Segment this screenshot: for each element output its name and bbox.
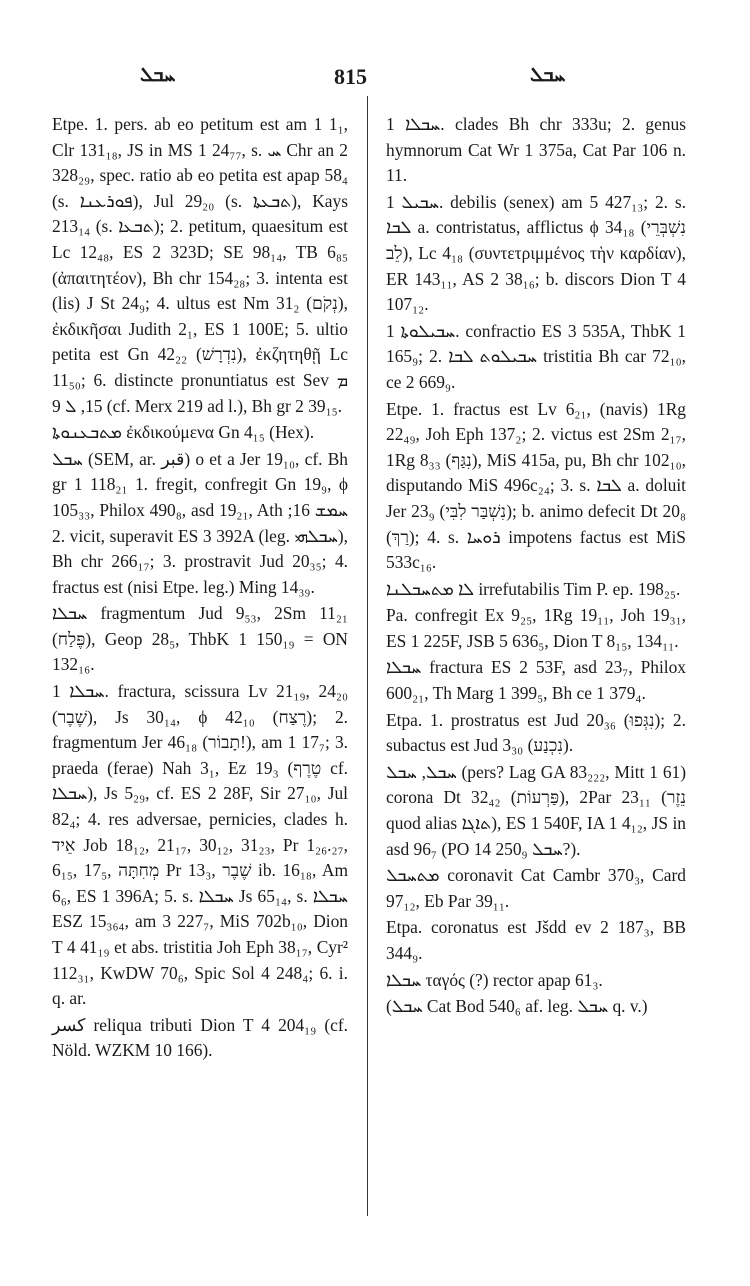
entry-etpa-prostratus: Etpa. 1. prostratus est Jud 20₃₆ (נִגְּפוּ); 2. subactus est Jud 3₃₀ (נִכְנַע). (386, 709, 686, 756)
entry-ekdikoumena: ܡܬܒܥܢܘܬܐ ἐκδικούμενα Gn 4₁₅ (Hex). (52, 422, 315, 443)
entry-fractura-scissura: ܚܒܠܐ 1. fractura, scissura Lv 21₁₉, 24₂₀ (שֶׁבֶר), Js 30₁₄, ϕ 42₁₀ (רֶצַח); 2. fragmentum Jer 46₁₈ (תָבוֹר!), am 1 17₇; 3. praeda (ferae) Nah 3₁, Ez 19₃ (טֶרֶף cf. ܚܒܠܐ), Js 5₂₉, cf. ES 2 28F, Sir 27₁₀, Jul 82₄; 4. res adversae, pernicies, clades h. אֵיד Job 18₁₂, 21₁₇, 30₁₂, 31₂₃, Pr 1₂₆.₂₇, 6₁₅, 17₅, מְחִתָּה Pr 13₃, שֶׁבֶר ib. 16₁₈, Am 6₆, ES 1 396A; 5. s. ܚܒܠܐ Js 65₁₄, s. ܚܒܠܐ ESZ 15₃₆₄, am 3 227₇, MiS 702b₁₀, Dion T 4 41₁₉ et abs. tristitia Joh Eph 38₁₇, Cyr² 112₃₁, KwDW 70₆, Spic Sol 4 248₄; 6. i. q. ar. (52, 681, 349, 1009)
entry-fractura: ܚܒܠܐ fractura ES 2 53F, asd 23₇, Philox 600₂₁, Th Marg 1 399₅, Bh ce 1 379₄. (386, 657, 686, 704)
right-column (386, 112, 686, 1021)
entry-fragmentum: ܚܒܠܐ fragmentum Jud 9₅₃, 2Sm 11₂₁ (פֶּלַח), Geop 28₅, ThbK 1 150₁₉ = ON 132₁₆. (52, 603, 348, 675)
page-header (60, 64, 710, 104)
entry-coronavit: ܡܬܚܒܠ coronavit Cat Cambr 370₃, Card 97₁₂, Eb Par 39₁₁. (386, 865, 686, 911)
entry-cat-bod: (ܚܒܠ Cat Bod 540₆ af. leg. ܚܒܠ q. v.) (386, 996, 648, 1017)
entry-corona: ܚܒܠ, ܚܒܠ (pers? Lag GA 83₂₂₂, Mitt 1 61) corona Dt 32₄₂ (פַּרְעוֹת), 2Par 23₁₁ (נֵזֶר quod alias ܬܐܓܐ), ES 1 540F, IA 1 4₁₂, JS in asd 96₇ (PO 14 250₉ ܚܒܠ?). (386, 761, 687, 859)
entry-irrefutabilis: ܠܐ ܡܬܚܒܠܢܐ irrefutabilis Tim P. ep. 198₂₅. (386, 578, 681, 599)
entry-etpa-coronatus: Etpa. coronatus est Jšdd ev 2 187₃, BB 344₉. (386, 917, 686, 963)
entry-pa-confregit: Pa. confregit Ex 9₂₅, 1Rg 19₁₁, Joh 19₃₁, ES 1 225F, JSB 5 636₅, Dion T 8₁₅, 134₁₁. (386, 605, 686, 651)
header-catchword-right: ܚܒܠ (530, 64, 566, 86)
entry-debilis: ܚܒܝܠ 1. debilis (senex) am 5 427₁₃; 2. s. ܠܒܐ a. contristatus, afflictus ϕ 34₁₈ (נִשְׁבְּרֵי לֵב), Lc 4₁₈ (συντετριμμένος τὴν καρδίαν), ER 143₁₁, AS 2 38₁₆; b. discors Dion T 4 107₁₂. (386, 191, 686, 315)
left-column (52, 112, 348, 1065)
entry-tagos: ܚܒܠܐ ταγός (?) rector apap 61₃. (386, 969, 603, 990)
page-number: 815 (334, 64, 367, 89)
column-divider (367, 96, 368, 1216)
entry-etpe-fractus: Etpe. 1. fractus est Lv 6₂₁, (navis) 1Rg 22₄₉, Joh Eph 137₂; 2. victus est 2Sm 2₁₇, 1Rg 8₃₃ (נִגַּף), MiS 415a, pu, Bh chr 102₁₀, disputando MiS 496c₂₄; 3. s. ܠܒܐ a. doluit Jer 23₉ (נִשְׁבַּר לִבִּי); b. animo defecit Dt 20₈ (רַךְ); 4. s. ܪܘܚܐ impotens factus est MiS 533c₁₆. (386, 398, 687, 573)
entry-confractio: ܚܒܝܠܘܬܐ 1. confractio ES 3 535A, ThbK 1 165₉; 2. ܚܒܝܠܘܬ ܠܒܐ tristitia Bh car 72₁₀, ce 2 669₉. (386, 320, 686, 392)
entry-etpe-petitum: Etpe. 1. pers. ab eo petitum est am 1 1₁, Clr 131₁₈, JS in MS 1 24₇₇, s. ܚ Chr an 2 328₂₉, spec. ratio ab eo petita est apap 58₄ (s. ܦܘܪܥܢܐ), Jul 29₂₀ (s. ܬܒܥܬܐ), Kays 213₁₄ (s. ܬܒܥܐ); 2. petitum, quaesitum est Lc 12₄₈, ES 2 323D; SE 98₁₄, TB 6₈₅ (ἀπαιτητέον), Bh chr 154₂₈; 3. intenta est (lis) J St 24₉; 4. ultus est Nm 31₂ (נְקֹם), ἐκδικῆσαι Judith 2₁, ES 1 100E; 5. ultio petita est Gn 42₂₂ (נִדְרָשׁ), ἐκζητηθῇ Lc 11₅₀; 6. distincte pronuntiatus est Sev ܡ 15, ܠ 9 (cf. Merx 219 ad l.), Bh gr 2 39₁₅. (52, 114, 348, 416)
header-catchword-left: ܚܒܠ (140, 64, 176, 86)
entry-clades: ܚܒܠܐ 1. clades Bh chr 333u; 2. genus hymnorum Cat Wr 1 375a, Cat Par 106 n. 11. (386, 114, 686, 186)
entry-fregit: ܚܒܠ (SEM, ar. قبر) o et a Jer 19₁₀, cf. Bh gr 1 118₂₁ 1. fregit, confregit Gn 19₉, ϕ 105₃₃, Philox 490₈, asd 19₂₁, Ath ܚܡܫ 16; 2. vicit, superavit ES 3 392A (leg. ܚܒܠܗܝ), Bh chr 266₁₇; 3. prostravit Jud 20₃₅; 4. fractus est (nisi Etpe. leg.) Ming 14₃₉. (52, 448, 348, 597)
entry-reliqua-tributi: كسر reliqua tributi Dion T 4 204₁₉ (cf. Nöld. WZKM 10 166). (52, 1014, 348, 1061)
